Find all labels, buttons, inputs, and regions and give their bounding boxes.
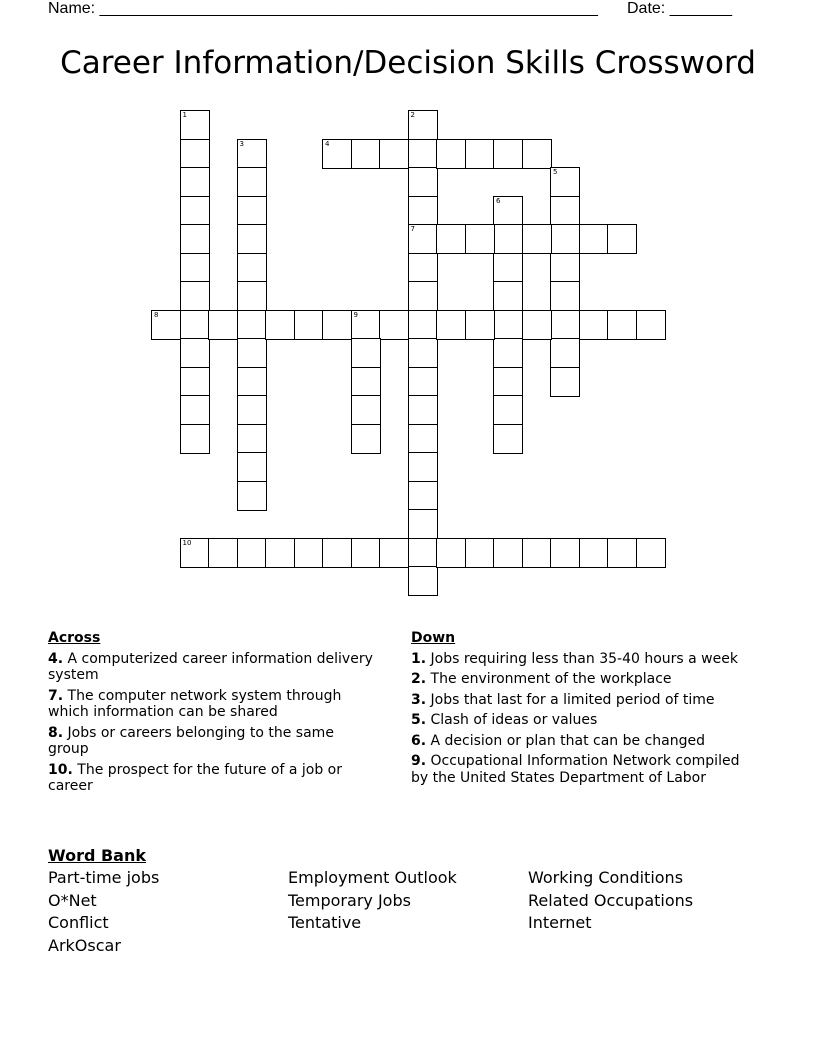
grid-cell <box>237 367 267 397</box>
grid-cell <box>180 310 210 340</box>
grid-cell <box>379 538 409 568</box>
clue-text: The computer network system through which information can be shared <box>48 687 342 720</box>
clue-down-2 <box>411 671 761 688</box>
grid-cell <box>322 139 352 169</box>
clue-number-label: 8 <box>154 310 159 319</box>
grid-cell <box>493 281 523 311</box>
grid-cell <box>322 538 352 568</box>
grid-cell <box>237 253 267 283</box>
clue-number: 9. <box>411 753 427 769</box>
grid-cell <box>436 310 466 340</box>
grid-cell <box>180 224 210 254</box>
grid-cell <box>237 452 267 482</box>
grid-cell <box>579 538 609 568</box>
word-bank-item: Working Conditions <box>528 868 684 887</box>
clue-down-9 <box>411 753 761 786</box>
clue-text: The environment of the workplace <box>426 671 672 687</box>
clue-number: 2. <box>411 671 427 687</box>
clue-text: Clash of ideas or values <box>426 712 598 728</box>
grid-cell <box>265 310 295 340</box>
clue-text: Jobs that last for a limited period of time <box>426 691 715 708</box>
grid-cell <box>351 139 381 169</box>
grid-cell <box>636 538 666 568</box>
grid-cell <box>237 481 267 511</box>
grid-cell <box>408 395 438 425</box>
date-line: Date: _______ <box>627 0 732 17</box>
clue-text: Jobs requiring less than 35-40 hours a week <box>426 650 738 667</box>
grid-cell <box>351 338 381 368</box>
grid-cell <box>550 196 580 226</box>
clue-number: 7. <box>48 687 64 704</box>
grid-cell <box>294 310 324 340</box>
grid-cell <box>522 224 552 254</box>
grid-cell <box>550 338 580 368</box>
clue-number-label: 7 <box>410 225 415 233</box>
grid-cell <box>237 424 267 454</box>
grid-cell <box>351 367 381 397</box>
clue-across-7 <box>48 688 373 721</box>
grid-cell <box>493 367 523 397</box>
clue-text: Jobs or careers belonging to the same group <box>48 724 334 757</box>
grid-cell <box>237 310 267 340</box>
clue-number-label: 1 <box>182 111 187 119</box>
grid-cell <box>379 310 409 340</box>
clue-text: A decision or plan that can be changed <box>426 732 705 749</box>
grid-cell <box>408 167 438 197</box>
grid-cell <box>550 253 580 283</box>
word-bank-item: Employment Outlook <box>288 868 457 887</box>
grid-cell <box>408 566 438 596</box>
clue-number-label: 9 <box>353 310 358 319</box>
clue-text: Occupational Information Network compiled by the United States Department of Labor <box>411 753 740 786</box>
grid-cell <box>436 538 466 568</box>
grid-cell <box>465 224 495 254</box>
grid-cell <box>550 224 580 254</box>
grid-cell <box>607 224 637 254</box>
grid-cell <box>208 538 238 568</box>
across-clues <box>48 630 373 799</box>
grid-cell <box>237 196 267 226</box>
grid-cell <box>351 424 381 454</box>
grid-cell <box>408 367 438 397</box>
grid-cell <box>579 310 609 340</box>
grid-cell <box>408 424 438 454</box>
grid-cell <box>180 167 210 197</box>
word-bank-item: Part-time jobs <box>48 868 160 887</box>
grid-cell <box>180 253 210 283</box>
grid-cell <box>237 538 267 568</box>
grid-cell <box>550 281 580 311</box>
grid-cell <box>408 538 438 568</box>
grid-cell <box>493 196 523 226</box>
grid-cell <box>408 509 438 539</box>
grid-cell <box>550 367 580 397</box>
across-heading: Across <box>48 630 101 646</box>
clue-number: 3. <box>411 691 427 708</box>
page-title: Career Information/Decision Skills Crossword <box>60 45 756 81</box>
grid-cell <box>465 538 495 568</box>
grid-cell <box>408 281 438 311</box>
grid-cell <box>208 310 238 340</box>
word-bank-item: Temporary Jobs <box>288 891 411 910</box>
grid-cell <box>493 310 523 340</box>
clue-across-10 <box>48 762 373 795</box>
grid-cell <box>522 310 552 340</box>
grid-cell <box>408 253 438 283</box>
grid-cell <box>493 139 523 169</box>
grid-cell <box>408 196 438 226</box>
word-bank-item: Related Occupations <box>528 891 694 910</box>
grid-cell <box>408 110 438 140</box>
grid-cell <box>351 395 381 425</box>
clue-number-label: 4 <box>325 139 330 148</box>
grid-cell <box>493 253 523 283</box>
grid-cell <box>237 224 267 254</box>
clue-number-label: 5 <box>553 168 558 176</box>
grid-cell <box>550 310 580 340</box>
grid-cell <box>493 224 523 254</box>
grid-cell <box>265 538 295 568</box>
clue-across-8 <box>48 725 373 758</box>
clue-down-5 <box>411 712 761 729</box>
clue-number-label: 2 <box>410 111 415 119</box>
clue-number-label: 3 <box>239 139 244 148</box>
grid-cell <box>550 538 580 568</box>
grid-cell <box>408 338 438 368</box>
grid-cell <box>180 367 210 397</box>
grid-cell <box>436 139 466 169</box>
grid-cell <box>408 310 438 340</box>
clue-number: 5. <box>411 712 427 728</box>
grid-cell <box>237 395 267 425</box>
grid-cell <box>408 139 438 169</box>
clue-number: 10. <box>48 761 73 778</box>
clue-down-3 <box>411 692 761 709</box>
grid-cell <box>550 167 580 197</box>
word-bank-item: Tentative <box>288 913 362 932</box>
clue-number-label: 10 <box>182 538 192 547</box>
grid-cell <box>294 538 324 568</box>
clue-text: The prospect for the future of a job or career <box>48 761 342 794</box>
grid-cell <box>180 395 210 425</box>
clue-down-6 <box>411 733 761 750</box>
clue-text: A computerized career information delivery system <box>48 650 373 683</box>
grid-cell <box>465 310 495 340</box>
grid-cell <box>465 139 495 169</box>
clue-number-label: 6 <box>496 196 501 205</box>
grid-cell <box>237 338 267 368</box>
grid-cell <box>436 224 466 254</box>
name-line: Name: ________________________________________________________ <box>48 0 598 17</box>
down-clues <box>411 630 761 790</box>
clue-down-1 <box>411 651 761 668</box>
grid-cell <box>408 452 438 482</box>
grid-cell <box>522 139 552 169</box>
grid-cell <box>180 338 210 368</box>
grid-cell <box>180 110 210 140</box>
word-bank-item: ArkOscar <box>48 936 121 955</box>
grid-cell <box>237 281 267 311</box>
grid-cell <box>180 538 210 568</box>
word-bank-title: Word Bank <box>48 846 147 865</box>
grid-cell <box>493 395 523 425</box>
clue-number: 8. <box>48 724 64 741</box>
word-bank-item: O*Net <box>48 891 97 910</box>
grid-cell <box>522 538 552 568</box>
grid-cell <box>493 538 523 568</box>
word-bank-item: Conflict <box>48 913 109 932</box>
grid-cell <box>493 338 523 368</box>
grid-cell <box>379 139 409 169</box>
grid-cell <box>607 310 637 340</box>
grid-cell <box>180 139 210 169</box>
grid-cell <box>408 224 438 254</box>
grid-cell <box>408 481 438 511</box>
grid-cell <box>237 167 267 197</box>
grid-cell <box>351 310 381 340</box>
grid-cell <box>237 139 267 169</box>
clue-number: 1. <box>411 650 427 667</box>
grid-cell <box>180 196 210 226</box>
grid-cell <box>180 281 210 311</box>
grid-cell <box>151 310 181 340</box>
grid-cell <box>322 310 352 340</box>
grid-cell <box>607 538 637 568</box>
clue-number: 6. <box>411 732 427 749</box>
clue-across-4 <box>48 651 373 684</box>
grid-cell <box>180 424 210 454</box>
grid-cell <box>493 424 523 454</box>
grid-cell <box>636 310 666 340</box>
grid-cell <box>579 224 609 254</box>
word-bank-item: Internet <box>528 913 592 932</box>
down-heading: Down <box>411 630 456 646</box>
clue-number: 4. <box>48 650 64 667</box>
grid-cell <box>351 538 381 568</box>
